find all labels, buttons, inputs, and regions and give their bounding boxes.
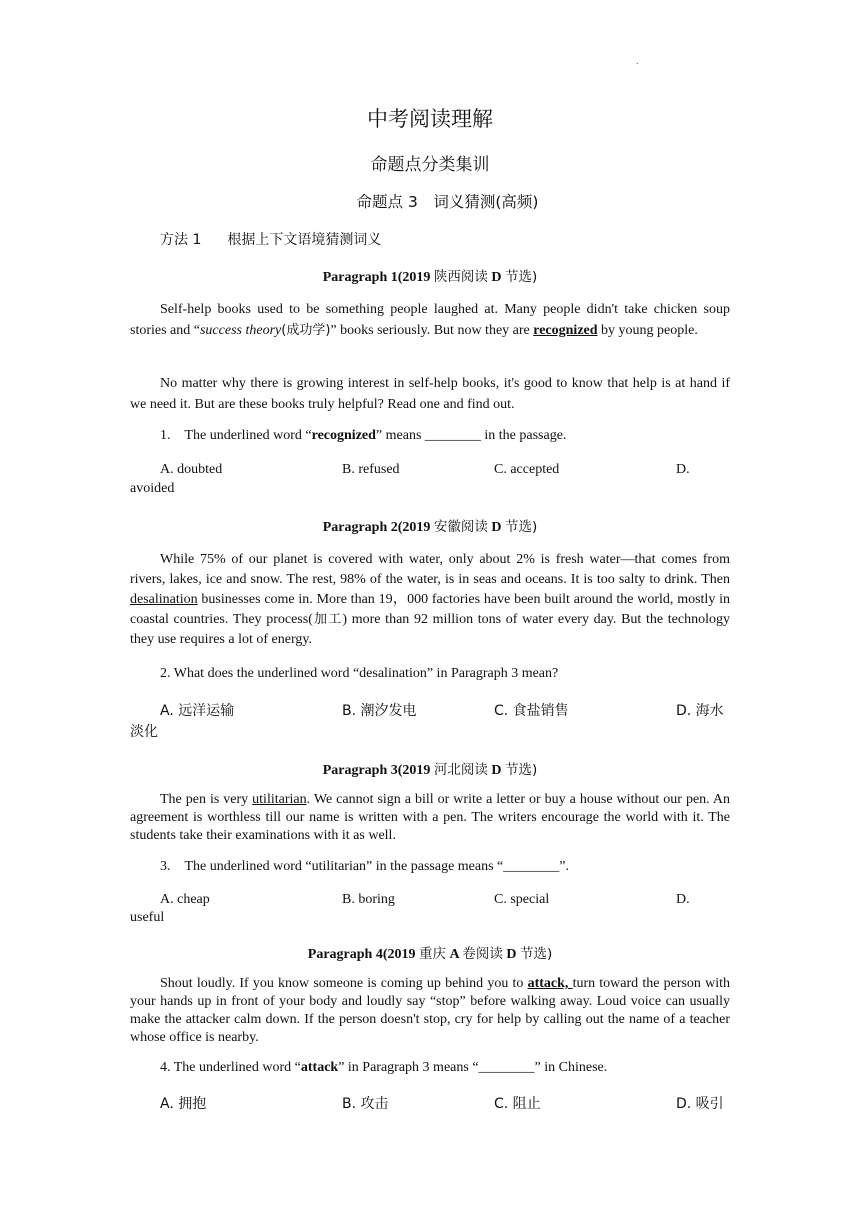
heading-cn: 陕西阅读 xyxy=(433,269,488,285)
paragraph-3-heading xyxy=(0,758,860,779)
text: The pen is very xyxy=(160,792,253,807)
option-c[interactable]: C. accepted xyxy=(494,462,560,477)
question-number: 1. xyxy=(160,428,171,443)
heading-text: Paragraph 2(2019 xyxy=(322,520,431,535)
heading-cn: 安徽阅读 xyxy=(433,519,488,535)
method-label: 方法 1 xyxy=(160,232,202,248)
method-text: 根据上下文语境猜测词义 xyxy=(227,232,382,248)
bold-word: recognized xyxy=(311,428,376,443)
question-4 xyxy=(160,1060,607,1076)
cn-text: (成功学) xyxy=(281,322,331,338)
heading-mid: A xyxy=(449,947,459,962)
option-d-wrap: avoided xyxy=(130,481,175,496)
italic-text: success theory xyxy=(199,322,282,338)
option-a[interactable]: A. doubted xyxy=(160,462,223,477)
heading-cn-2: 卷阅读 xyxy=(462,946,503,962)
text: The underlined word “utilitarian” in the passage means “________”. xyxy=(184,859,569,874)
paragraph-1-text-2: No matter why there is growing interest in self-help books, it's good to know that help is at hand if we need it. But are these books truly helpful? Read one and find out. xyxy=(130,376,730,412)
heading-tail: D xyxy=(506,947,517,962)
heading-end: 节选) xyxy=(505,519,538,535)
heading-end: 节选) xyxy=(505,269,538,285)
option-a[interactable]: A. 拥抱 xyxy=(160,1096,207,1112)
option-d-wrap: 淡化 xyxy=(130,724,158,740)
heading-tail: D xyxy=(491,270,502,285)
heading-text: Paragraph 4(2019 xyxy=(307,947,416,962)
heading-end: 节选) xyxy=(505,762,538,778)
paragraph-2-text xyxy=(130,550,730,650)
option-c[interactable]: C. 阻止 xyxy=(494,1096,541,1112)
header-mark: . xyxy=(636,56,639,67)
heading-cn: 河北阅读 xyxy=(433,762,488,778)
text: ” means ________ in the passage. xyxy=(375,428,567,443)
option-d[interactable]: D. xyxy=(676,892,690,907)
section-title: 命题点 3 词义猜测(高频) xyxy=(356,193,539,211)
option-b[interactable]: B. refused xyxy=(342,462,400,477)
page-title: 中考阅读理解 xyxy=(367,107,493,131)
text: ” in Paragraph 3 means “________” in Chinese. xyxy=(338,1060,608,1075)
option-d[interactable]: D. 吸引 xyxy=(676,1096,724,1112)
paragraph-3-text xyxy=(130,791,730,845)
text: 4. The underlined word “ xyxy=(160,1060,301,1075)
paragraph-4-text xyxy=(130,975,730,1047)
paragraph-4-heading xyxy=(0,942,860,963)
text: Self-help books used to be something people laughed at. Many people didn't take chicken soup stories and “ xyxy=(130,302,730,338)
heading-text: Paragraph 3(2019 xyxy=(322,763,431,778)
question-number: 3. xyxy=(160,859,171,874)
heading-end: 节选) xyxy=(519,946,553,962)
text: businesses come in. More than 19，000 factories have been built around the world, mostly in coastal countries. They process( xyxy=(130,592,730,627)
option-d-wrap: useful xyxy=(130,910,165,925)
heading-cn: 重庆 xyxy=(418,946,446,962)
heading-text: Paragraph 1(2019 xyxy=(322,270,431,285)
underlined-word: desalination xyxy=(130,592,198,607)
option-b[interactable]: B. 攻击 xyxy=(342,1096,389,1112)
option-d[interactable]: D. xyxy=(676,462,690,477)
underlined-word: attack, xyxy=(527,976,573,991)
text: ) more than 92 million tons of water every day. But the technology they use requires a lot of energy. xyxy=(130,612,730,647)
option-c[interactable]: C. 食盐销售 xyxy=(494,703,569,719)
page-subtitle: 命题点分类集训 xyxy=(370,155,490,175)
cn-text: 加工 xyxy=(312,612,343,627)
underlined-word: utilitarian xyxy=(252,792,307,807)
heading-tail: D xyxy=(491,520,502,535)
text: turn toward the person with your hands up in front of your body and loudly say “stop” before walking away. Loud voice can usually make the attacker calm down. If the person doesn't stop, cry for help by calling out the name of a teacher whose office is nearby. xyxy=(130,976,730,1045)
paragraph-1-text-1 xyxy=(130,300,730,341)
text: by young people. xyxy=(597,322,698,338)
heading-tail: D xyxy=(491,763,502,778)
question-3 xyxy=(160,859,569,875)
method-line xyxy=(160,229,381,249)
option-a[interactable]: A. cheap xyxy=(160,892,210,907)
underlined-word: recognized xyxy=(533,322,598,338)
option-a[interactable]: A. 远洋运输 xyxy=(160,703,235,719)
text: ” books seriously. But now they are xyxy=(330,322,534,338)
text: While 75% of our planet is covered with water, only about 2% is fresh water—that comes from rivers, lakes, ice and snow. The rest, 98% of the water, is in seas and oceans. It is too salty to drink. Then xyxy=(130,552,730,587)
bold-word: attack xyxy=(300,1060,339,1075)
paragraph-2-heading xyxy=(0,515,860,536)
paragraph-1-heading xyxy=(0,265,860,286)
option-b[interactable]: B. 潮汐发电 xyxy=(342,703,417,719)
question-2: 2. What does the underlined word “desalination” in Paragraph 3 mean? xyxy=(160,666,559,681)
text: Shout loudly. If you know someone is coming up behind you to xyxy=(160,976,528,991)
option-b[interactable]: B. boring xyxy=(342,892,395,907)
question-1 xyxy=(160,428,566,444)
text: The underlined word “ xyxy=(184,428,312,443)
option-d[interactable]: D. 海水 xyxy=(676,703,724,719)
text: . We cannot sign a bill or write a letter or buy a house without our pen. An agreement is worthless till our name is written with a pen. The writers encourage the world with it. The students take their examinations with it as well. xyxy=(130,792,730,843)
option-c[interactable]: C. special xyxy=(494,892,550,907)
